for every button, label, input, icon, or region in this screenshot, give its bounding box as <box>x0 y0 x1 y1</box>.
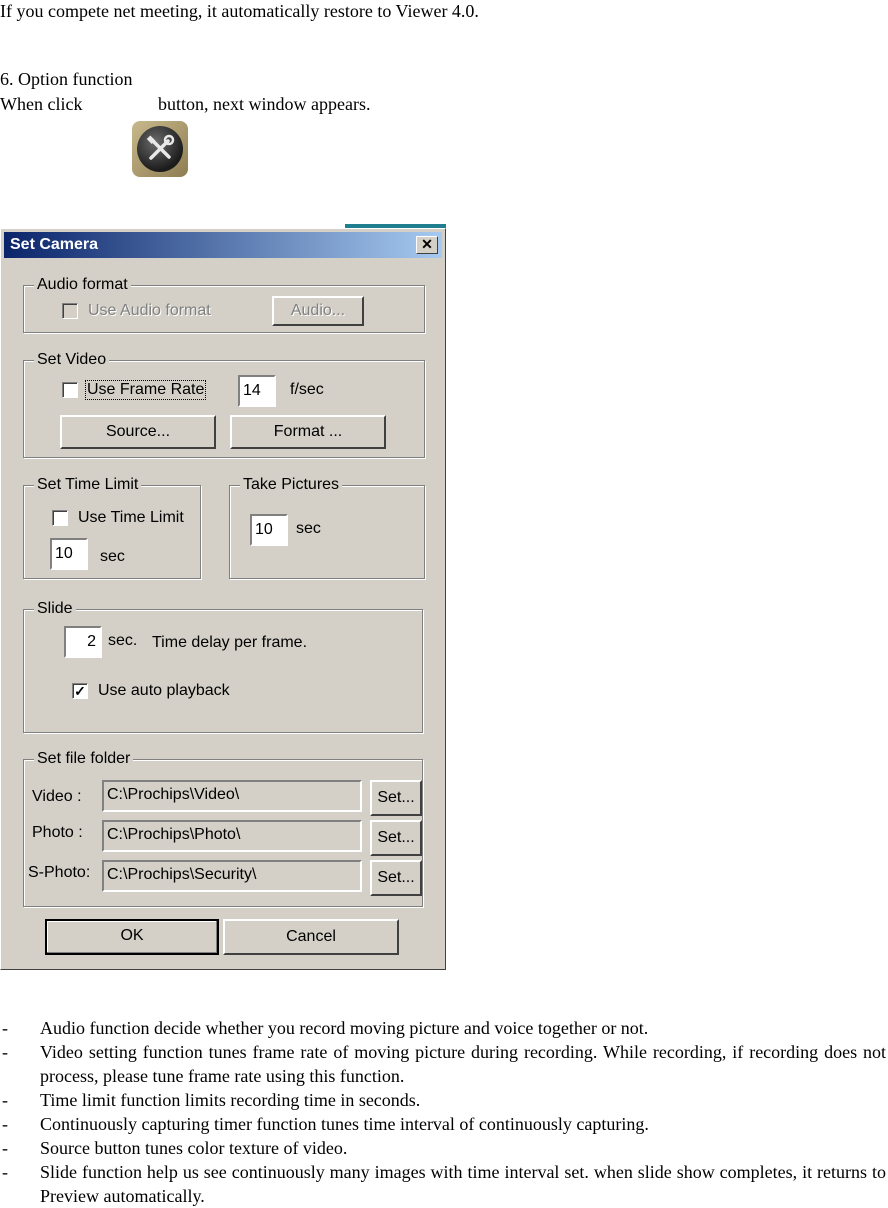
ok-button[interactable]: OK <box>45 919 219 955</box>
set-video-group <box>23 351 425 458</box>
cancel-button[interactable]: Cancel <box>223 919 399 955</box>
frame-rate-input[interactable]: 14 <box>238 375 276 407</box>
set-time-limit-group <box>23 476 201 579</box>
slide-delay-unit: sec. <box>108 632 138 649</box>
take-pictures-input[interactable]: 10 <box>250 514 288 546</box>
close-button[interactable]: ✕ <box>416 236 438 254</box>
use-frame-rate-checkbox[interactable] <box>62 382 78 398</box>
when-click-text: When click <box>0 94 83 114</box>
bullet-item: - Video setting function tunes frame rate of moving picture during recording. While recording, if recording does not process, please tune frame rate using this function. <box>2 1042 886 1086</box>
slide-delay-input[interactable]: 2 <box>64 626 102 658</box>
take-pictures-legend: Take Pictures <box>240 476 342 494</box>
auto-playback-checkbox[interactable]: ✓ <box>72 683 88 699</box>
video-folder-field[interactable]: C:\Prochips\Video\ <box>102 780 362 812</box>
slide-legend: Slide <box>34 600 76 618</box>
dialog-title: Set Camera <box>10 236 99 253</box>
format-button[interactable]: Format ... <box>230 415 386 449</box>
intro-line: If you compete net meeting, it automatically restore to Viewer 4.0. <box>0 1 479 21</box>
bullet-list <box>0 1016 886 1208</box>
use-frame-rate-label[interactable]: Use Frame Rate <box>87 381 205 398</box>
audio-button-label: Audio... <box>290 302 346 319</box>
photo-folder-set-button[interactable]: Set... <box>370 820 422 856</box>
slide-group <box>23 600 423 733</box>
take-pictures-group <box>229 476 425 579</box>
photo-folder-label: Photo : <box>32 824 83 841</box>
security-photo-folder-label: S-Photo: <box>28 864 91 881</box>
audio-format-legend: Audio format <box>34 276 131 294</box>
use-audio-checkbox[interactable] <box>62 303 78 319</box>
time-limit-input[interactable]: 10 <box>50 538 88 570</box>
frame-rate-unit: f/sec <box>290 381 324 398</box>
section-heading: 6. Option function <box>0 69 133 89</box>
set-file-folder-group <box>23 750 423 907</box>
audio-format-group <box>23 276 425 333</box>
set-video-legend: Set Video <box>34 351 109 369</box>
set-file-folder-legend: Set file folder <box>34 750 133 768</box>
bullet-item: - Audio function decide whether you record moving picture and voice together or not. <box>2 1018 649 1038</box>
slide-delay-description: Time delay per frame. <box>152 634 308 651</box>
video-folder-label: Video : <box>32 788 82 805</box>
bullet-item: - Time limit function limits recording time in seconds. <box>2 1090 421 1110</box>
bullet-item: - Continuously capturing timer function tunes time interval of continuously capturing. <box>2 1114 649 1134</box>
auto-playback-label: Use auto playback <box>98 682 230 699</box>
video-folder-set-button[interactable]: Set... <box>370 780 422 816</box>
use-time-limit-checkbox[interactable] <box>52 510 68 526</box>
audio-button[interactable] <box>272 296 364 326</box>
button-next-text: button, next window appears. <box>158 94 371 114</box>
time-limit-unit: sec <box>100 548 125 565</box>
bullet-item: - Source button tunes color texture of video. <box>2 1138 348 1158</box>
bullet-item: - Slide function help us see continuously many images with time interval set. when slide show completes, it returns to Preview automatically. <box>2 1162 886 1206</box>
use-audio-label: Use Audio format <box>88 302 211 319</box>
set-time-limit-legend: Set Time Limit <box>34 476 141 494</box>
security-photo-folder-field[interactable]: C:\Prochips\Security\ <box>102 860 362 892</box>
security-photo-folder-set-button[interactable]: Set... <box>370 860 422 896</box>
photo-folder-field[interactable]: C:\Prochips\Photo\ <box>102 820 362 852</box>
use-time-limit-label: Use Time Limit <box>78 509 184 526</box>
set-camera-dialog <box>0 228 446 970</box>
take-pictures-unit: sec <box>296 520 321 537</box>
dialog-titlebar[interactable] <box>4 232 442 258</box>
source-button[interactable]: Source... <box>60 415 216 449</box>
tools-icon <box>132 121 188 177</box>
